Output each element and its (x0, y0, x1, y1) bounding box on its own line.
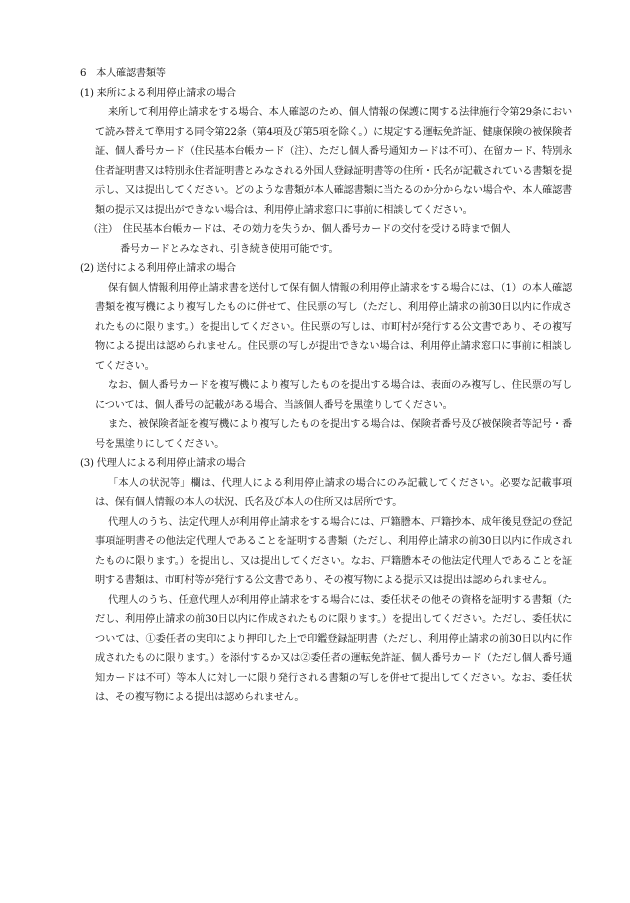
paragraph-mail-mynumber: なお、個人番号カードを複写機により複写したものを提出する場合は、表面のみ複写し、住民票の写しについては、個人番号の記載がある場合、当該個人番号を黒塗りしてください。 (95, 380, 572, 411)
paragraph-mail-documents: 保有個人情報利用停止請求書を送付して保有個人情報の利用停止請求をする場合には、（1）の本人確認書類を複写機により複写したものに併せて、住民票の写し（ただし、利用停止請求の前30日以内に作成されたものに限ります。）を提出してください。住民票の写しは、市町村が発行する公文書であり、その複写物による提出は認められません。住民票の写しが提出できない場合は、利用停止請求窓口に事前に相談してください。 (95, 282, 572, 372)
section-title: 6 本人確認書類等 (80, 68, 166, 79)
document-body (70, 64, 572, 708)
paragraph-agent-voluntary: 代理人のうち、任意代理人が利用停止請求をする場合には、委任状その他その資格を証明する書類（ただし、利用停止請求の前30日以内に作成されたものに限ります。）を提出してください。ただし、委任状については、①委任者の実印により押印した上で印鑑登録証明書（ただし、利用停止請求の前30日以内に作成されたものに限ります。）を添付するか又は②委任者の運転免許証、個人番号カード（ただし個人番号通知カードは不可）等本人に対し一に限り発行される書類の写しを併せて提出してください。なお、委任状は、その複写物による提出は認められません。 (95, 594, 572, 703)
paragraph-mail-insurance: また、被保険者証を複写機により複写したものを提出する場合は、保険者番号及び被保険者等記号・番号を黒塗りにしてください。 (95, 419, 572, 450)
paragraph-agent-status: 「本人の状況等」欄は、代理人による利用停止請求の場合にのみ記載してください。必要な記載事項は、保有個人情報の本人の状況、氏名及び本人の住所又は居所です。 (95, 477, 572, 508)
subsection-heading-agent: (3) 代理人による利用停止請求の場合 (80, 458, 246, 469)
note-line-2: 番号カードとみなされ、引き続き使用可能です。 (120, 243, 339, 255)
note-line-1: （注） 住民基本台帳カードは、その効力を失うか、個人番号カードの交付を受ける時まで個人 (88, 224, 511, 235)
subsection-heading-visit: (1) 来所による利用停止請求の場合 (80, 87, 236, 99)
subsection-heading-mail: (2) 送付による利用停止請求の場合 (80, 263, 236, 274)
paragraph-agent-legal: 代理人のうち、法定代理人が利用停止請求をする場合には、戸籍謄本、戸籍抄本、成年後見登記の登記事項証明書その他法定代理人であることを証明する書類（ただし、利用停止請求の前30日以内に作成されたものに限ります。）を提出し、又は提出してください。なお、戸籍謄本その他法定代理人であることを証明する書類は、市町村等が発行する公文書であり、その複写物による提示又は提出は認められません。 (95, 516, 572, 586)
paragraph-visit-id-documents: 来所して利用停止請求をする場合、本人確認のため、個人情報の保護に関する法律施行令第29条において読み替えて準用する同令第22条（第4項及び第5項を除く。）に規定する運転免許証、健康保険の被保険者証、個人番号カード（住民基本台帳カード（注）、ただし個人番号通知カードは不可）、在留カード、特別永住者証明書又は特別永住者証明書とみなされる外国人登録証明書等の住所・氏名が記載されている書類を提示し、又は提出してください。どのような書類が本人確認書類に当たるのか分からない場合や、本人確認書類の提示又は提出ができない場合は、利用停止請求窓口に事前に相談してください。 (95, 107, 572, 216)
